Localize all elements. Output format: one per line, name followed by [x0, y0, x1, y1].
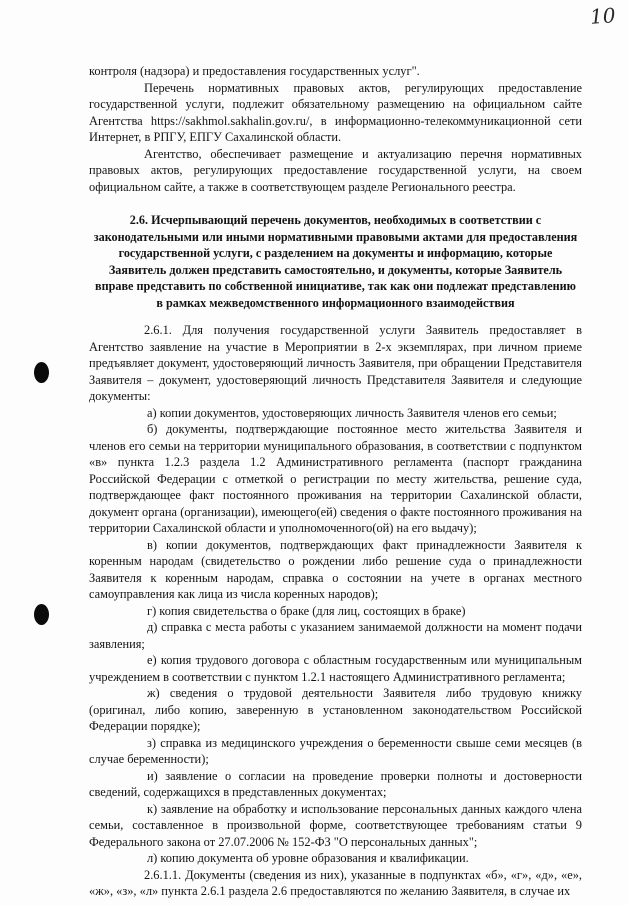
- section-heading-2-6: 2.6. Исчерпывающий перечень документов, необходимых в соответствии с законодательными или иными нормативными правовыми актами для предоставления государственной услуги, с разделением на документы и информацию, которые Заявитель должен представить самостоятельно, и документы, которые Заявитель вправе представить по собственной инициативе, так как они подлежат представлению в рамках межведомственного информационного взаимодействия: [93, 213, 578, 310]
- list-item-v: в) копии документов, подтверждающих факт принадлежности Заявителя к коренным народам (свидетельство о рождении либо решение суда о принадлежности Заявителя к коренным народам, справка о состоянии на учете в органах местного самоуправления как лица из числа коренных народов);: [89, 537, 582, 601]
- clause-2-6-1-1: 2.6.1.1. Документы (сведения из них), указанные в подпунктах «б», «г», «д», «е», «ж», «з», «л» пункта 2.6.1 раздела 2.6 предоставляются по желанию Заявителя, в случае их: [89, 867, 582, 898]
- binder-hole-bottom: [34, 604, 49, 625]
- list-item-l: л) копию документа об уровне образования и квалификации.: [147, 851, 469, 865]
- list-item-d: д) справка с места работы с указанием занимаемой должности на момент подачи заявления;: [89, 620, 582, 651]
- handwritten-page-number: 10: [588, 3, 616, 29]
- list-item-e: е) копия трудового договора с областным государственным или муниципальным учреждением в соответствии с пунктом 1.2.1 настоящего Административного регламента;: [89, 653, 582, 684]
- document-body: [89, 63, 582, 900]
- paragraph-legal-acts-list: Перечень нормативных правовых актов, регулирующих предоставление государственной услуги, подлежит обязательному размещению на официальном сайте Агентства https://sakhmol.sakhalin.gov.ru/, в информационно-телекоммуникационной сети Интернет, в РПГУ, ЕПГУ Сахалинской области.: [89, 80, 582, 144]
- list-item-zh: ж) сведения о трудовой деятельности Заявителя либо трудовую книжку (оригинал, либо копию, заверенную в установленном законодательством Российской Федерации порядке);: [89, 686, 582, 733]
- list-item-i: и) заявление о согласии на проведение проверки полноты и достоверности сведений, содержащихся в представленных документах;: [89, 768, 582, 799]
- list-item-b: б) документы, подтверждающие постоянное место жительства Заявителя и членов его семьи на территории муниципального образования, в соответствии с подпунктом «в» пункта 1.2.3 раздела 1.2 Административного регламента (паспорт гражданина Российской Федерации с отметкой о регистрации по месту жительства, решение суда, подтверждающее факт постоянного проживания на территории Сахалинской области, документ органа (организации), имеющего(ей) сведения о факте постоянного проживания на территории Сахалинской области и уполномоченного(ой) на его выдачу);: [89, 422, 582, 535]
- paragraph-agency-publication: Агентство, обеспечивает размещение и актуализацию перечня нормативных правовых актов, регулирующих предоставление государственной услуги, на своем официальном сайте, а также в соответствующем разделе Регионального реестра.: [89, 146, 582, 194]
- list-item-z: з) справка из медицинского учреждения о беременности свыше семи месяцев (в случае беременности);: [89, 735, 582, 766]
- list-item-k: к) заявление на обработку и использование персональных данных каждого члена семьи, составленное в произвольной форме, соответствующее требованиям статьи 9 Федерального закона от 27.07.2006 № 152-ФЗ "О персональных данных";: [89, 801, 582, 849]
- clause-2-6-1: 2.6.1. Для получения государственной услуги Заявитель предоставляет в Агентство заявление на участие в Мероприятии в 2-х экземплярах, при личном приеме предъявляет документ, удостоверяющий личность Заявителя, при обращении Представителя Заявителя – документ, удостоверяющий личность Представителя Заявителя и следующие документы:: [89, 323, 582, 403]
- paragraph-continuation: контроля (надзора) и предоставления государственных услуг".: [89, 64, 420, 78]
- list-item-g: г) копия свидетельства о браке (для лиц, состоящих в браке): [147, 603, 466, 618]
- list-item-a: а) копии документов, удостоверяющих личность Заявителя членов его семьи;: [147, 405, 557, 420]
- binder-hole-top: [34, 362, 49, 383]
